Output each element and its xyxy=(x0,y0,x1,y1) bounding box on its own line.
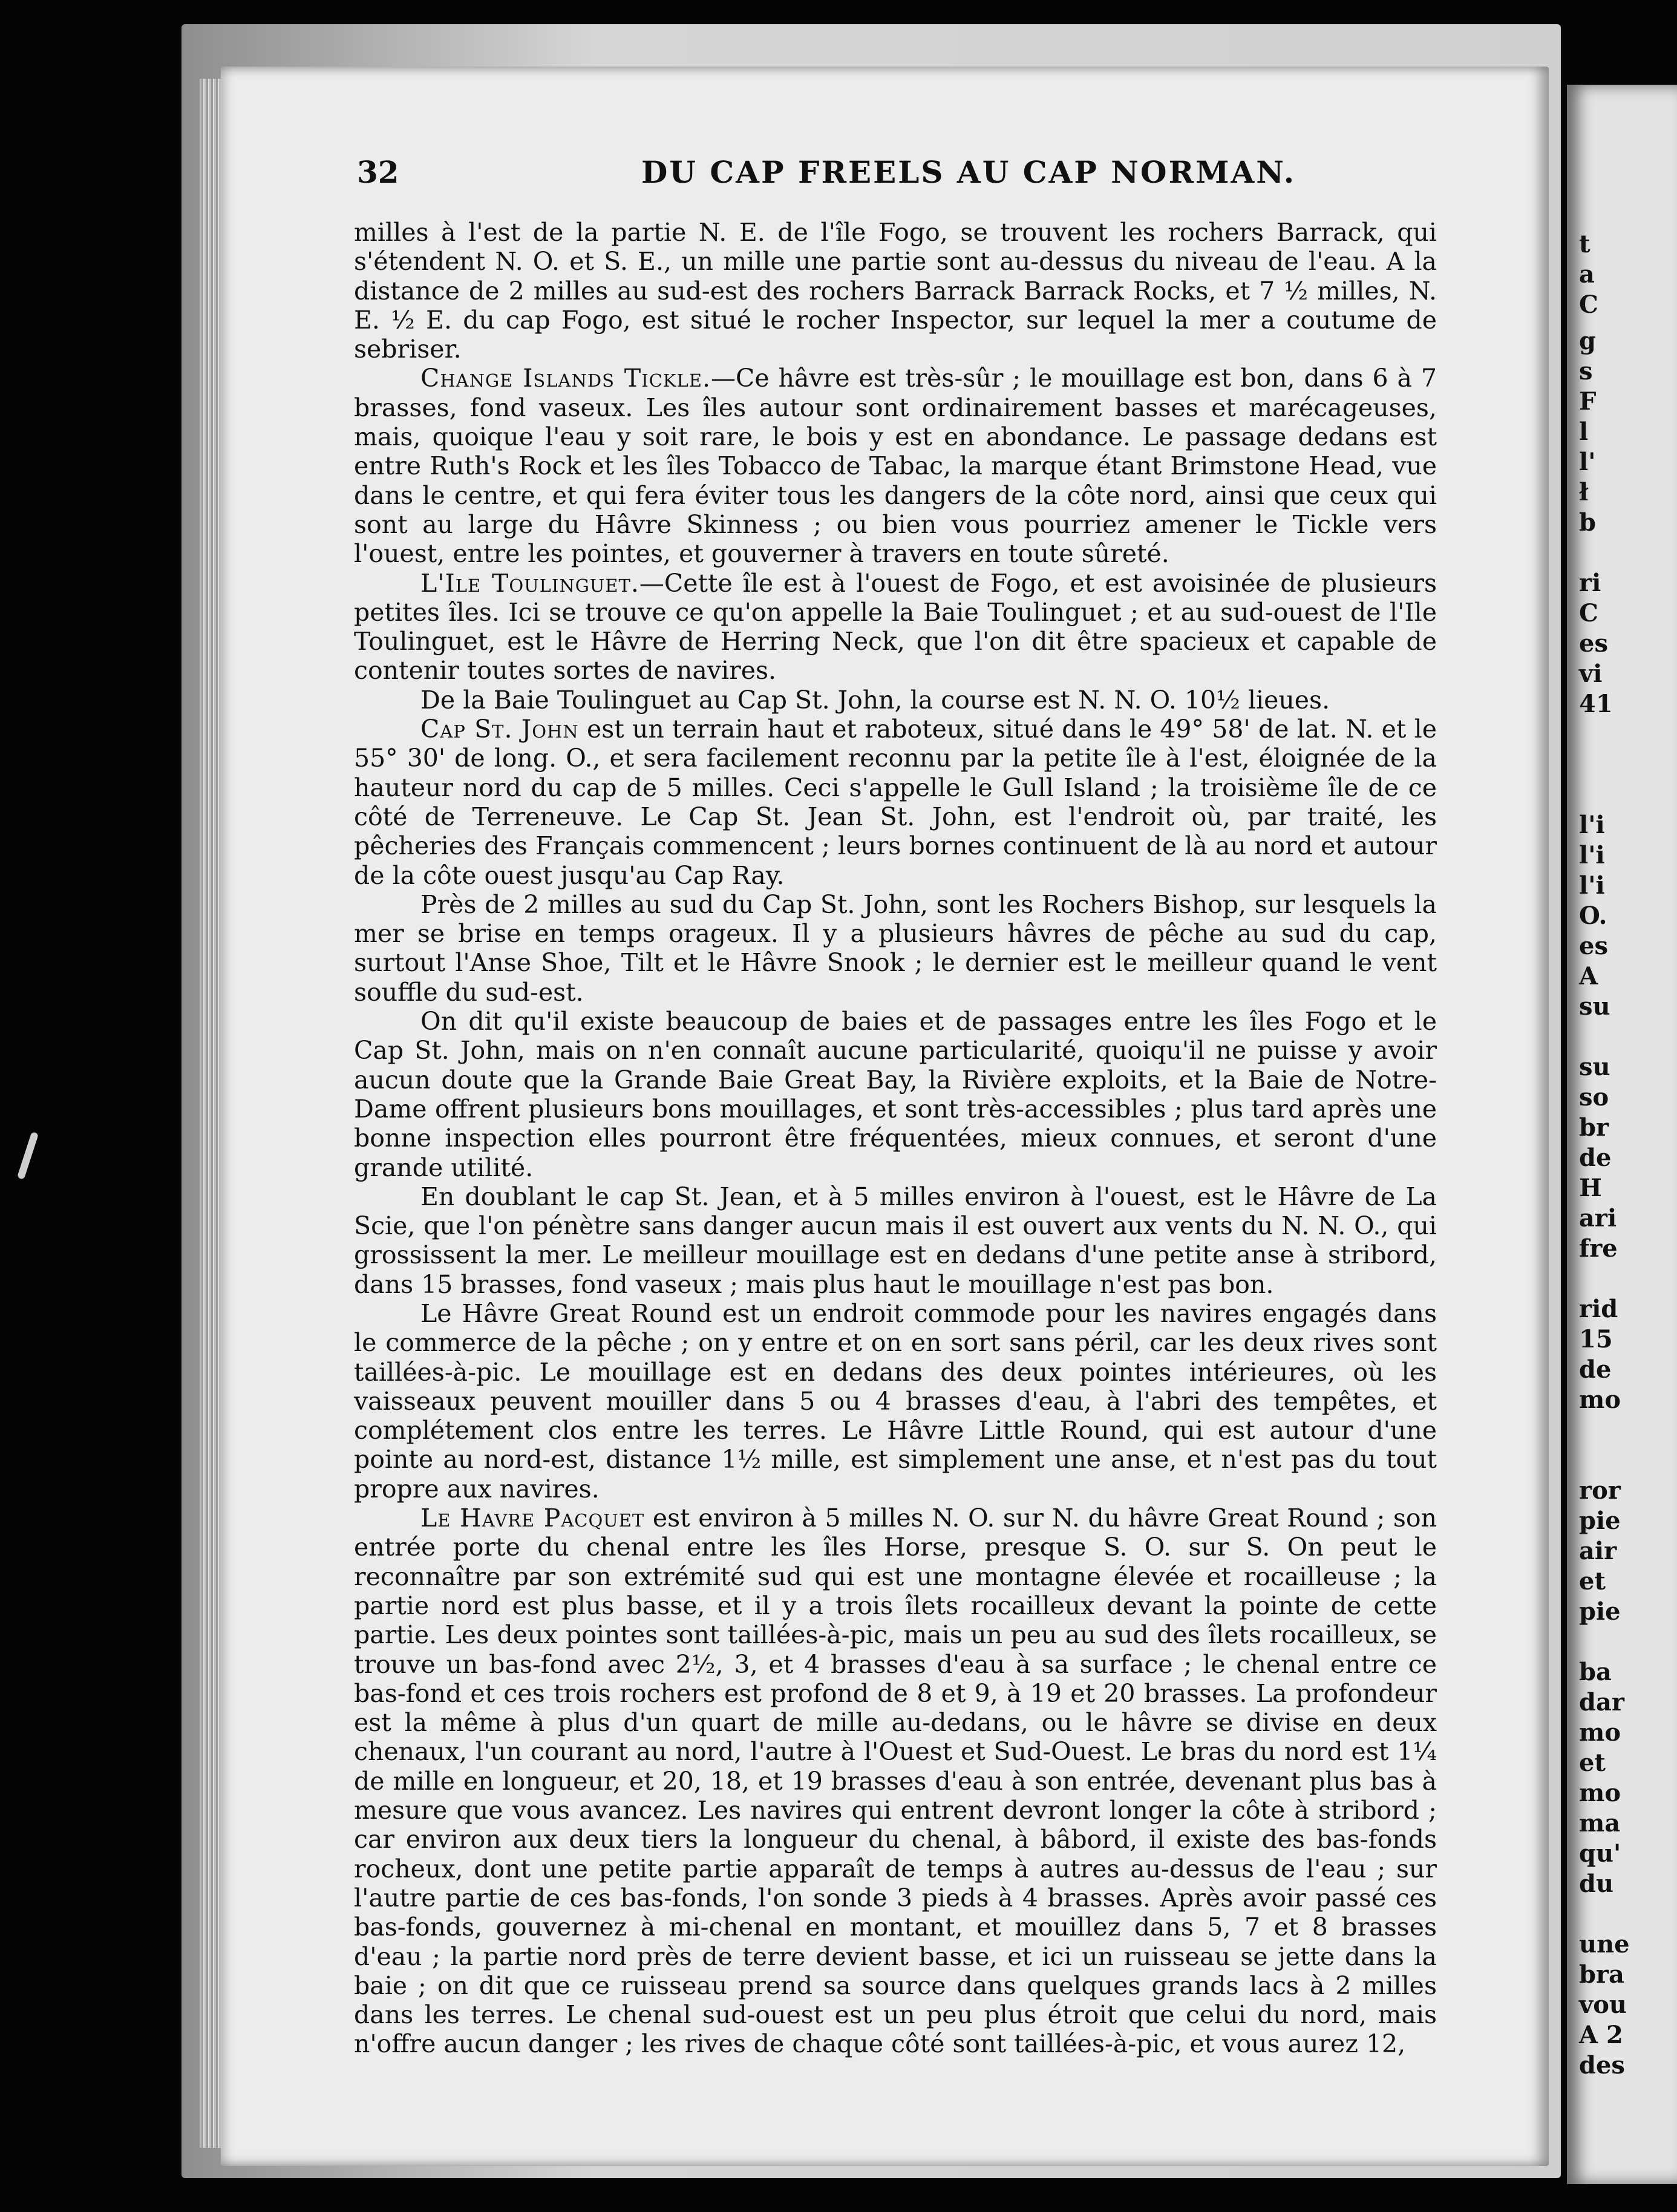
paragraph-text: —Cette île est à l'ouest de Fogo, et est avoisinée de plusieurs petites îles. Ici se trouve ce qu'on appelle la Baie Toulinguet ; et au sud-ouest de l'Ile Toulinguet, est le Hâvre de Herring Neck, que l'on dit être spacieux et capable de contenir toutes sortes de navires. xyxy=(354,568,1437,686)
running-head: DU CAP FREELS AU CAP NORMAN. xyxy=(641,154,1296,190)
facing-page-fragment: et xyxy=(1579,1567,1606,1595)
paragraph-8 xyxy=(354,1299,1437,1504)
facing-page-fragment: br xyxy=(1579,1113,1609,1142)
facing-page-fragment: A 2 xyxy=(1579,2021,1623,2049)
section-heading: Change Islands Tickle. xyxy=(420,364,711,393)
facing-page-fragment: t xyxy=(1579,230,1590,258)
facing-page-fragment: O. xyxy=(1579,901,1607,930)
facing-page-fragment: l'i xyxy=(1579,871,1605,900)
paragraph-text: En doublant le cap St. Jean, et à 5 milles environ à l'ouest, est le Hâvre de La Scie, que l'on pénètre sans danger aucun mais il est ouvert aux vents du N. N. O., qui grossissent la mer. Le meilleur mouillage est en dedans d'une petite anse à stribord, dans 15 brasses, fond vaseux ; mais plus haut le mouillage n'est pas bon. xyxy=(354,1182,1437,1299)
facing-page-fragment: rid xyxy=(1579,1295,1618,1323)
paragraph-text: Le Hâvre Great Round est un endroit commode pour les navires engagés dans le commerce de la pêche ; on y entre et on en sort sans péril, car les deux rives sont taillées-à-pic. Le mouillage est en dedans des deux pointes intérieures, où les vaisseaux peuvent mouiller dans 5 ou 4 brasses d'eau, à l'abri des tempêtes, et complétement clos entre les terres. Le Hâvre Little Round, qui est autour d'une pointe au nord-est, distance 1½ mille, est simplement une anse, et n'est pas du tout propre aux navires. xyxy=(354,1298,1437,1504)
paragraph-text: est environ à 5 milles N. O. sur N. du hâvre Great Round ; son entrée porte du chenal entre les îles Horse, presque S. O. sur S. On peut le reconnaître par son extrémité sud qui est une montagne élevée et rocailleuse ; la partie nord est plus basse, et il y a trois îlets rocailleux devant la pointe de cette partie. Les deux pointes sont taillées-à-pic, mais un peu au sud des îlets rocailleux, se trouve un bas-fond avec 2½, 3, et 4 brasses d'eau à sa surface ; le chenal entre ce bas-fond et ces trois rochers est profond de 8 et 9, à 19 et 20 brasses. La profondeur est la même à plus d'un quart de mille au-dedans, ou le hâvre se divise en deux chenaux, l'un courant au nord, l'autre à l'Ouest et Sud-Ouest. Le bras du nord est 1¼ de mille en longueur, et 20, 18, et 19 brasses d'eau à son entrée, devenant plus bas à mesure que vous avancez. Les navires qui entrent devront longer la côte à stribord ; car environ aux deux tiers la longueur du chenal, à bâbord, il existe des bas-fonds rocheux, dont une petite partie apparaît de temps à autres au-dessus de l'eau ; sur l'autre partie de ces bas-fonds, l'on sonde 3 pieds à 4 brasses. Après avoir passé ces bas-fonds, gouvernez à mi-chenal en montant, et mouillez dans 5, 7 et 8 brasses d'eau ; la partie nord près de terre devient basse, et ici un ruisseau se jette dans la baie ; on dit que ce ruisseau prend sa source dans quelques grands lacs à 2 milles dans les terres. Le chenal sud-ouest est un peu plus étroit que celui du nord, mais n'offre aucun danger ; les rives de chaque côté sont taillées-à-pic, et vous aurez 12, xyxy=(354,1504,1437,2059)
facing-page-fragment: qu' xyxy=(1579,1839,1621,1868)
facing-page-fragment: mo xyxy=(1579,1718,1621,1747)
paragraph-6 xyxy=(354,1007,1437,1182)
facing-page-fragment: ma xyxy=(1579,1809,1621,1837)
facing-page-edge xyxy=(1567,85,1677,2184)
paragraph-text: est un terrain haut et raboteux, situé dans le 49° 58' de lat. N. et le 55° 30' de long. O., et sera facilement reconnu par la petite île à l'est, éloignée de la hauteur nord du cap de 5 milles. Ceci s'appelle le Gull Island ; la troisième île de ce côté de Terreneuve. Le Cap St. Jean St. John, est l'endroit où, par traité, les pêcheries des Français commencent ; leurs bornes continuent de là au nord et autour de la côte ouest jusqu'au Cap Ray. xyxy=(354,715,1437,890)
facing-page-fragment: so xyxy=(1579,1083,1609,1111)
facing-page-fragment: H xyxy=(1579,1174,1602,1202)
facing-page-fragment: fre xyxy=(1579,1234,1618,1263)
facing-page-fragment: su xyxy=(1579,992,1610,1021)
facing-page-fragment: ł xyxy=(1579,478,1589,506)
facing-page-fragment: du xyxy=(1579,1870,1614,1898)
facing-page-fragment: su xyxy=(1579,1053,1610,1081)
facing-page-fragment: l xyxy=(1579,417,1589,446)
facing-page-fragment: es xyxy=(1579,629,1608,658)
page-number: 32 xyxy=(357,154,399,190)
facing-page-fragment: ari xyxy=(1579,1204,1617,1232)
paragraph-text: Près de 2 milles au sud du Cap St. John, sont les Rochers Bishop, sur lesquels la mer se brise en temps orageux. Il y a plusieurs hâvres de pêche au sud du cap, surtout l'Anse Shoe, Tilt et le Hâvre Snook ; le dernier est le meilleur quand le vent souffle du sud-est. xyxy=(354,889,1437,1007)
facing-page-fragment: a xyxy=(1579,260,1595,289)
facing-page-fragment: pie xyxy=(1579,1597,1621,1626)
facing-page-fragment: b xyxy=(1579,508,1596,537)
paragraph-9 xyxy=(354,1504,1437,2059)
paragraph-5 xyxy=(354,890,1437,1007)
paragraph-1 xyxy=(354,364,1437,568)
facing-page-fragment: A xyxy=(1579,962,1598,990)
facing-page-fragment: une xyxy=(1579,1930,1630,1958)
facing-page-fragment: et xyxy=(1579,1749,1606,1777)
facing-page-fragment: l'i xyxy=(1579,841,1605,869)
paragraph-text: De la Baie Toulinguet au Cap St. John, la course est N. N. O. 10½ lieues. xyxy=(420,685,1330,715)
facing-page-fragment: ri xyxy=(1579,569,1601,597)
facing-page-fragment: ror xyxy=(1579,1476,1621,1505)
facing-page-fragment: vou xyxy=(1579,1991,1627,2019)
facing-page-fragment: bra xyxy=(1579,1960,1624,1989)
facing-page-fragment: air xyxy=(1579,1537,1617,1565)
section-heading: L'Ile Toulinguet. xyxy=(420,568,639,598)
facing-page-fragment: mo xyxy=(1579,1386,1621,1414)
paragraph-text: milles à l'est de la partie N. E. de l'île Fogo, se trouvent les rochers Barrack, qui s'étendent N. O. et S. E., un mille une partie sont au-dessus du niveau de l'eau. A la distance de 2 milles au sud-est des rochers Barrack Barrack Rocks, et 7 ½ milles, N. E. ½ E. du cap Fogo, est situé le rocher Inspector, sur lequel la mer a coutume de sebriser. xyxy=(354,218,1437,364)
section-heading: Cap St. John xyxy=(420,715,579,744)
facing-page-fragment: dar xyxy=(1579,1688,1624,1716)
facing-page-fragment: pie xyxy=(1579,1507,1621,1535)
paragraph-3 xyxy=(354,686,1437,715)
facing-page-fragment: mo xyxy=(1579,1779,1621,1807)
facing-page-fragment: C xyxy=(1579,290,1598,319)
facing-page-fragment: C xyxy=(1579,599,1598,627)
facing-page-fragment: 15 xyxy=(1579,1325,1613,1353)
section-heading: Le Havre Pacquet xyxy=(420,1504,645,1533)
paragraph-text: On dit qu'il existe beaucoup de baies et de passages entre les îles Fogo et le Cap St. John, mais on n'en connaît aucune particularité, quoiqu'il ne puisse y avoir aucun doute que la Grande Baie Great Bay, la Rivière exploits, et la Baie de Notre-Dame offrent plusieurs bons mouillages, et sont très-accessibles ; plus tard après une bonne inspection elles pourront être fréquentées, mieux connues, et seront d'une grande utilité. xyxy=(354,1007,1437,1182)
body-text xyxy=(354,218,1437,2059)
facing-page-fragment: ba xyxy=(1579,1658,1612,1686)
facing-page-fragment: l'i xyxy=(1579,811,1605,839)
paragraph-text: —Ce hâvre est très-sûr ; le mouillage est bon, dans 6 à 7 brasses, fond vaseux. Les îles autour sont ordinairement basses et marécageuses, mais, quoique l'eau y soit rare, le bois y est en abondance. Le passage dedans est entre Ruth's Rock et les îles Tobacco de Tabac, la marque étant Brimstone Head, vue dans le centre, et qui fera éviter tous les dangers de la côte nord, ainsi que ceux qui sont au large du Hâvre Skinness ; ou bien vous pourriez amener le Tickle vers l'ouest, entre les pointes, et gouverner à travers en toute sûreté. xyxy=(354,364,1437,569)
facing-page-fragment: F xyxy=(1579,387,1597,416)
facing-page-fragment: 41 xyxy=(1579,690,1613,718)
stray-scan-mark xyxy=(17,1131,39,1180)
facing-page-fragment: de xyxy=(1579,1144,1612,1172)
facing-page-fragment: de xyxy=(1579,1355,1612,1384)
facing-page-fragment: l' xyxy=(1579,448,1596,476)
paragraph-0 xyxy=(354,218,1437,364)
facing-page-fragment: des xyxy=(1579,2051,1625,2079)
facing-page-fragment: vi xyxy=(1579,659,1603,688)
paragraph-2 xyxy=(354,569,1437,686)
facing-page-fragment: es xyxy=(1579,932,1608,960)
paragraph-4 xyxy=(354,715,1437,890)
facing-page-fragment: s xyxy=(1579,357,1593,385)
paragraph-7 xyxy=(354,1182,1437,1299)
facing-page-fragment: g xyxy=(1579,327,1596,355)
